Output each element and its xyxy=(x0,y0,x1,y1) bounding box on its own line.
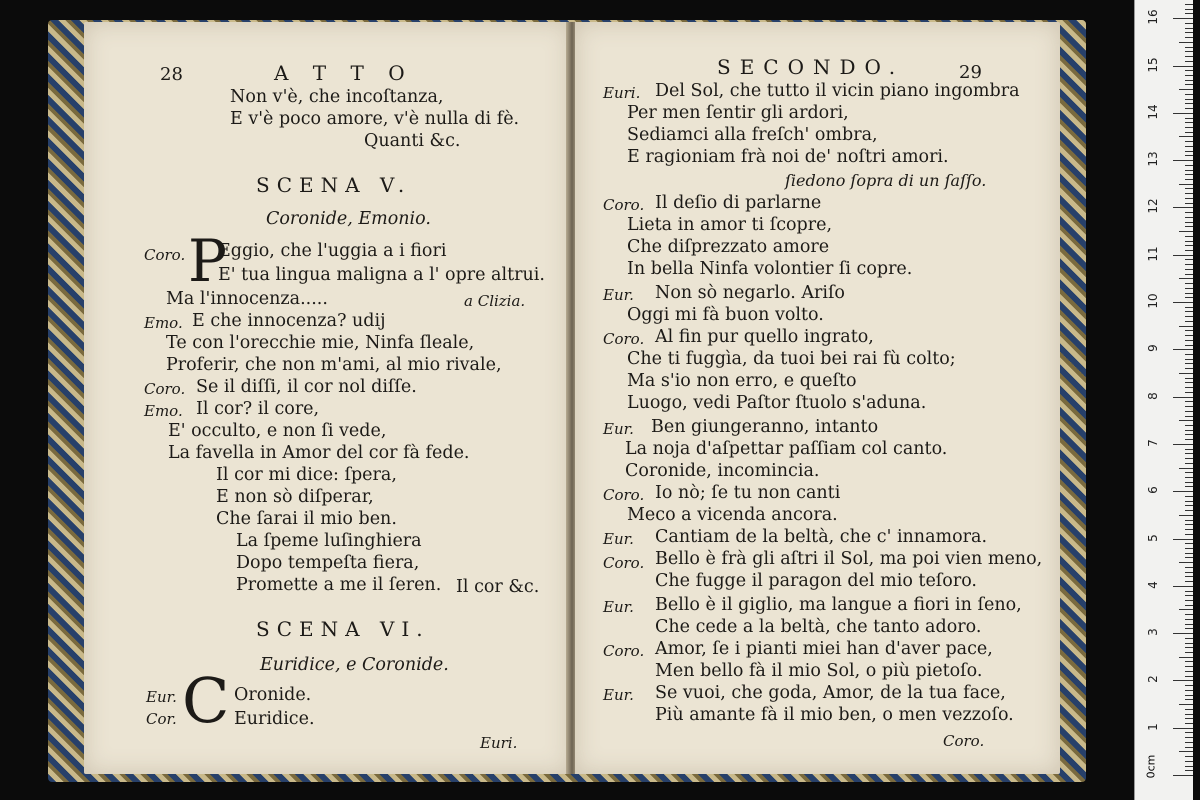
ruler-number: 16 xyxy=(1146,9,1160,25)
ruler-tick xyxy=(1185,170,1193,171)
verse-line: La ſpeme luſinghiera xyxy=(236,531,422,551)
ruler-tick xyxy=(1179,515,1193,516)
ruler-number: 5 xyxy=(1146,533,1160,542)
ruler-tick xyxy=(1185,363,1193,364)
ruler-tick xyxy=(1185,666,1193,667)
ruler-tick xyxy=(1185,425,1193,426)
scene-characters: Coronide, Emonio. xyxy=(266,209,431,229)
scene-heading: SCENA VI. xyxy=(256,617,430,641)
ruler-tick xyxy=(1185,718,1193,719)
ruler-tick xyxy=(1173,539,1193,540)
verse-line: Sediamci alla freſch' ombra, xyxy=(627,125,878,145)
ruler-tick xyxy=(1179,609,1193,610)
ruler-tick xyxy=(1185,690,1193,691)
verse-line: Eggio, che l'uggia a i fiori xyxy=(218,241,447,261)
ruler-tick xyxy=(1185,766,1193,767)
ruler-tick xyxy=(1185,387,1193,388)
ruler-tick xyxy=(1185,699,1193,700)
ruler-tick xyxy=(1173,302,1193,303)
ruler-tick xyxy=(1185,340,1193,341)
ruler-tick xyxy=(1185,288,1193,289)
verse-line: Il cor &c. xyxy=(456,577,540,597)
ruler-tick xyxy=(1185,23,1193,24)
ruler-tick xyxy=(1185,496,1193,497)
ruler-tick xyxy=(1185,245,1193,246)
ruler-tick xyxy=(1185,411,1193,412)
ruler-tick xyxy=(1185,737,1193,738)
drop-cap: P xyxy=(188,227,228,295)
verse-line: E' tua lingua maligna a l' opre altrui. xyxy=(218,265,545,285)
ruler-tick xyxy=(1185,576,1193,577)
verse-line: E v'è poco amore, v'è nulla di fè. xyxy=(230,109,520,129)
verse-line: Se il diſſi, il cor nol diſſe. xyxy=(196,377,417,397)
running-head: A T T O xyxy=(274,61,414,85)
ruler-tick xyxy=(1185,174,1193,175)
ruler-tick xyxy=(1185,359,1193,360)
ruler-tick xyxy=(1185,676,1193,677)
ruler-tick xyxy=(1185,70,1193,71)
ruler-tick xyxy=(1185,591,1193,592)
ruler-tick xyxy=(1185,520,1193,521)
ruler-tick xyxy=(1185,212,1193,213)
ruler-tick xyxy=(1185,619,1193,620)
verse-line: Luogo, vedi Paſtor ſtuolo s'aduna. xyxy=(627,393,927,413)
verse-line: Oronide. xyxy=(234,685,312,705)
speaker-label: Euri. xyxy=(603,84,641,102)
speaker-label: Eur. xyxy=(603,598,634,616)
page-number: 28 xyxy=(160,64,183,85)
ruler-tick xyxy=(1179,42,1193,43)
ruler-tick xyxy=(1185,458,1193,459)
ruler-tick xyxy=(1179,278,1193,279)
ruler-tick xyxy=(1185,330,1193,331)
verse-line: Che cede a la beltà, che tanto adoro. xyxy=(655,617,982,637)
ruler-tick xyxy=(1185,401,1193,402)
ruler-tick xyxy=(1185,354,1193,355)
ruler-tick xyxy=(1185,477,1193,478)
ruler-tick xyxy=(1185,188,1193,189)
ruler-tick xyxy=(1185,9,1193,10)
ruler-tick xyxy=(1173,633,1193,634)
ruler-tick xyxy=(1173,680,1193,681)
speaker-label: Coro. xyxy=(603,196,645,214)
page-number: 29 xyxy=(959,62,982,83)
ruler-tick xyxy=(1185,529,1193,530)
ruler-tick xyxy=(1185,430,1193,431)
ruler-tick xyxy=(1185,416,1193,417)
speaker-label: Coro. xyxy=(603,554,645,572)
ruler-tick xyxy=(1179,562,1193,563)
verse-line: Quanti &c. xyxy=(364,131,461,151)
verse-line: Ma s'io non erro, e queſto xyxy=(627,371,857,391)
speaker-label: Emo. xyxy=(144,402,183,420)
ruler-tick xyxy=(1185,103,1193,104)
ruler-tick xyxy=(1185,482,1193,483)
ruler-tick xyxy=(1185,392,1193,393)
ruler-tick xyxy=(1185,378,1193,379)
ruler-tick xyxy=(1185,193,1193,194)
verse-line: Non sò negarlo. Ariſo xyxy=(655,283,845,303)
speaker-label: Coro. xyxy=(603,642,645,660)
ruler-tick xyxy=(1179,751,1193,752)
ruler-tick xyxy=(1185,99,1193,100)
ruler-tick xyxy=(1185,486,1193,487)
speaker-label: Coro. xyxy=(603,486,645,504)
ruler-tick xyxy=(1185,747,1193,748)
ruler-tick xyxy=(1179,657,1193,658)
verse-line: Bello è il giglio, ma langue a fiori in ſeno, xyxy=(655,595,1022,615)
ruler-tick xyxy=(1185,671,1193,672)
speaker-label: Eur. xyxy=(603,420,634,438)
ruler-tick xyxy=(1185,472,1193,473)
ruler-tick xyxy=(1173,397,1193,398)
ruler-tick xyxy=(1185,501,1193,502)
scene-characters: Euridice, e Coronide. xyxy=(260,655,449,675)
ruler-tick xyxy=(1173,207,1193,208)
ruler-tick xyxy=(1185,628,1193,629)
ruler-tick xyxy=(1185,647,1193,648)
ruler-tick xyxy=(1185,203,1193,204)
catchword: Coro. xyxy=(943,732,985,750)
ruler-tick xyxy=(1173,18,1193,19)
ruler-tick xyxy=(1179,89,1193,90)
speaker-label: Coro. xyxy=(144,380,186,398)
ruler-unit: 0cm xyxy=(1144,754,1158,779)
verse-line: Che diſprezzato amore xyxy=(627,237,830,257)
ruler-tick xyxy=(1173,66,1193,67)
ruler-tick xyxy=(1185,132,1193,133)
ruler-tick xyxy=(1185,761,1193,762)
ruler-tick xyxy=(1185,434,1193,435)
ruler-tick xyxy=(1185,32,1193,33)
measuring-ruler xyxy=(1134,0,1193,800)
ruler-tick xyxy=(1185,695,1193,696)
verse-line: Il cor? il core, xyxy=(196,399,320,419)
ruler-tick xyxy=(1185,463,1193,464)
verse-line: Bello è frà gli aſtri il Sol, ma poi vien meno, xyxy=(655,549,1043,569)
speaker-label: Coro. xyxy=(603,330,645,348)
ruler-tick xyxy=(1173,728,1193,729)
verse-line: Al fin pur quello ingrato, xyxy=(655,327,874,347)
ruler-tick xyxy=(1185,283,1193,284)
verse-line: E' occulto, e non ſi vede, xyxy=(168,421,387,441)
ruler-tick xyxy=(1185,94,1193,95)
verse-line: Che fugge il paragon del mio teſoro. xyxy=(655,571,977,591)
ruler-tick xyxy=(1185,605,1193,606)
ruler-tick xyxy=(1185,307,1193,308)
ruler-tick xyxy=(1185,127,1193,128)
ruler-tick xyxy=(1185,534,1193,535)
verse-line: Coronide, incomincia. xyxy=(625,461,820,481)
ruler-number: 6 xyxy=(1146,486,1160,495)
verse-line: E non sò diſperar, xyxy=(216,487,374,507)
ruler-tick xyxy=(1179,704,1193,705)
stage-direction: a Clizia. xyxy=(464,292,526,310)
ruler-tick xyxy=(1173,775,1193,776)
speaker-label: Eur. xyxy=(603,530,634,548)
ruler-tick xyxy=(1185,80,1193,81)
ruler-tick xyxy=(1185,524,1193,525)
ruler-number: 12 xyxy=(1146,198,1160,215)
verse-line: Non v'è, che incoſtanza, xyxy=(230,87,444,107)
ruler-number: 14 xyxy=(1146,104,1160,120)
ruler-tick xyxy=(1185,236,1193,237)
speaker-label: Cor. xyxy=(146,710,177,728)
ruler-tick xyxy=(1185,4,1193,5)
ruler-tick xyxy=(1185,321,1193,322)
ruler-number: 7 xyxy=(1146,439,1160,447)
ruler-tick xyxy=(1185,108,1193,109)
ruler-tick xyxy=(1185,595,1193,596)
ruler-tick xyxy=(1185,335,1193,336)
ruler-tick xyxy=(1185,47,1193,48)
ruler-tick xyxy=(1173,349,1193,350)
ruler-number: 8 xyxy=(1146,391,1160,400)
ruler-tick xyxy=(1185,510,1193,511)
ruler-tick xyxy=(1173,255,1193,256)
ruler-tick xyxy=(1185,311,1193,312)
verse-line: Proferir, che non m'ami, al mio rivale, xyxy=(166,355,502,375)
ruler-tick xyxy=(1185,732,1193,733)
ruler-tick xyxy=(1185,198,1193,199)
left-page xyxy=(84,22,570,774)
ruler-number: 9 xyxy=(1146,344,1160,353)
ruler-tick xyxy=(1185,122,1193,123)
ruler-number: 3 xyxy=(1146,628,1160,636)
ruler-tick xyxy=(1185,28,1193,29)
ruler-tick xyxy=(1185,714,1193,715)
verse-line: Amor, ſe i pianti miei han d'aver pace, xyxy=(655,639,993,659)
ruler-tick xyxy=(1185,614,1193,615)
ruler-tick xyxy=(1185,553,1193,554)
ruler-tick xyxy=(1179,136,1193,137)
ruler-tick xyxy=(1185,652,1193,653)
verse-line: Dopo tempeſta fiera, xyxy=(236,553,420,573)
ruler-tick xyxy=(1185,756,1193,757)
ruler-tick xyxy=(1185,250,1193,251)
ruler-tick xyxy=(1185,661,1193,662)
verse-line: Lieta in amor ti ſcopre, xyxy=(627,215,833,235)
ruler-tick xyxy=(1185,548,1193,549)
ruler-number: 2 xyxy=(1146,675,1160,684)
ruler-tick xyxy=(1179,231,1193,232)
ruler-tick xyxy=(1185,269,1193,270)
ruler-tick xyxy=(1179,184,1193,185)
ruler-tick xyxy=(1185,37,1193,38)
ruler-number: 10 xyxy=(1146,293,1160,309)
ruler-tick xyxy=(1185,146,1193,147)
verse-line: Cantiam de la beltà, che c' innamora. xyxy=(655,527,988,547)
ruler-tick xyxy=(1185,685,1193,686)
ruler-tick xyxy=(1185,543,1193,544)
verse-line: E che innocenza? udij xyxy=(192,311,386,331)
ruler-number: 11 xyxy=(1146,246,1160,262)
ruler-tick xyxy=(1185,151,1193,152)
ruler-number: 4 xyxy=(1146,580,1160,589)
verse-line: Che ſarai il mio ben. xyxy=(216,509,397,529)
verse-line: Ma l'innocenza..... xyxy=(166,289,328,309)
ruler-tick xyxy=(1185,259,1193,260)
speaker-label: Eur. xyxy=(146,688,177,706)
right-page xyxy=(575,22,1060,774)
speaker-label: Emo. xyxy=(144,314,183,332)
ruler-tick xyxy=(1185,406,1193,407)
ruler-tick xyxy=(1185,723,1193,724)
ruler-tick xyxy=(1185,155,1193,156)
ruler-tick xyxy=(1185,118,1193,119)
verse-line: Oggi mi fà buon volto. xyxy=(627,305,824,325)
stage-direction: ſiedono ſopra di un ſaſſo. xyxy=(785,171,987,190)
ruler-tick xyxy=(1185,638,1193,639)
ruler-tick xyxy=(1185,293,1193,294)
ruler-tick xyxy=(1179,420,1193,421)
ruler-tick xyxy=(1185,572,1193,573)
verse-line: Euridice. xyxy=(234,709,315,729)
verse-line: La favella in Amor del cor fà fede. xyxy=(168,443,470,463)
ruler-tick xyxy=(1185,217,1193,218)
ruler-tick xyxy=(1185,382,1193,383)
verse-line: Il cor mi dice: ſpera, xyxy=(216,465,397,485)
scene-heading: SCENA V. xyxy=(256,173,412,197)
ruler-tick xyxy=(1185,179,1193,180)
drop-cap: C xyxy=(182,664,230,737)
ruler-tick xyxy=(1185,368,1193,369)
ruler-tick xyxy=(1185,141,1193,142)
ruler-tick xyxy=(1185,241,1193,242)
ruler-tick xyxy=(1185,624,1193,625)
ruler-tick xyxy=(1185,51,1193,52)
verse-line: Se vuoi, che goda, Amor, de la tua face, xyxy=(655,683,1006,703)
verse-line: Men bello fà il mio Sol, o più pietoſo. xyxy=(655,661,983,681)
ruler-tick xyxy=(1185,297,1193,298)
ruler-tick xyxy=(1185,165,1193,166)
ruler-tick xyxy=(1185,84,1193,85)
verse-line: Il deſio di parlarne xyxy=(655,193,822,213)
ruler-tick xyxy=(1185,13,1193,14)
verse-line: Promette a me il ſeren. xyxy=(236,575,442,595)
ruler-tick xyxy=(1185,557,1193,558)
ruler-tick xyxy=(1185,274,1193,275)
speaker-label: Eur. xyxy=(603,686,634,704)
verse-line: Per men ſentir gli ardori, xyxy=(627,103,849,123)
ruler-tick xyxy=(1185,345,1193,346)
verse-line: Del Sol, che tutto il vicin piano ingombra xyxy=(655,81,1020,101)
ruler-tick xyxy=(1185,316,1193,317)
ruler-tick xyxy=(1173,444,1193,445)
ruler-tick xyxy=(1185,449,1193,450)
ruler-tick xyxy=(1173,491,1193,492)
verse-line: Che ti fuggìa, da tuoi bei rai fù colto; xyxy=(627,349,956,369)
ruler-tick xyxy=(1179,326,1193,327)
ruler-tick xyxy=(1179,468,1193,469)
speaker-label: Eur. xyxy=(603,286,634,304)
verse-line: La noja d'aſpettar paſſiam col canto. xyxy=(625,439,948,459)
ruler-number: 1 xyxy=(1146,722,1160,731)
ruler-number: 15 xyxy=(1146,56,1160,73)
ruler-tick xyxy=(1179,373,1193,374)
verse-line: Meco a vicenda ancora. xyxy=(627,505,838,525)
ruler-tick xyxy=(1185,505,1193,506)
verse-line: Io nò; ſe tu non canti xyxy=(655,483,841,503)
ruler-tick xyxy=(1173,586,1193,587)
ruler-tick xyxy=(1185,581,1193,582)
ruler-tick xyxy=(1185,643,1193,644)
ruler-tick xyxy=(1185,264,1193,265)
speaker-label: Coro. xyxy=(144,246,186,264)
ruler-tick xyxy=(1185,453,1193,454)
verse-line: E ragioniam frà noi de' noſtri amori. xyxy=(627,147,949,167)
catchword: Euri. xyxy=(480,734,518,752)
ruler-tick xyxy=(1185,226,1193,227)
verse-line: In bella Ninfa volontier ſi copre. xyxy=(627,259,913,279)
ruler-tick xyxy=(1185,600,1193,601)
ruler-tick xyxy=(1185,742,1193,743)
verse-line: Ben giungeranno, intanto xyxy=(651,417,879,437)
verse-line: Più amante fà il mio ben, o men vezzoſo. xyxy=(655,705,1014,725)
ruler-tick xyxy=(1185,61,1193,62)
verse-line: Te con l'orecchie mie, Ninfa ſleale, xyxy=(166,333,475,353)
ruler-tick xyxy=(1185,709,1193,710)
ruler-tick xyxy=(1185,56,1193,57)
running-head: SECONDO. xyxy=(717,55,905,79)
ruler-tick xyxy=(1185,439,1193,440)
ruler-tick xyxy=(1173,160,1193,161)
ruler-tick xyxy=(1185,770,1193,771)
ruler-number: 13 xyxy=(1146,151,1160,167)
ruler-tick xyxy=(1173,113,1193,114)
ruler-tick xyxy=(1185,567,1193,568)
ruler-tick xyxy=(1185,75,1193,76)
ruler-tick xyxy=(1185,222,1193,223)
